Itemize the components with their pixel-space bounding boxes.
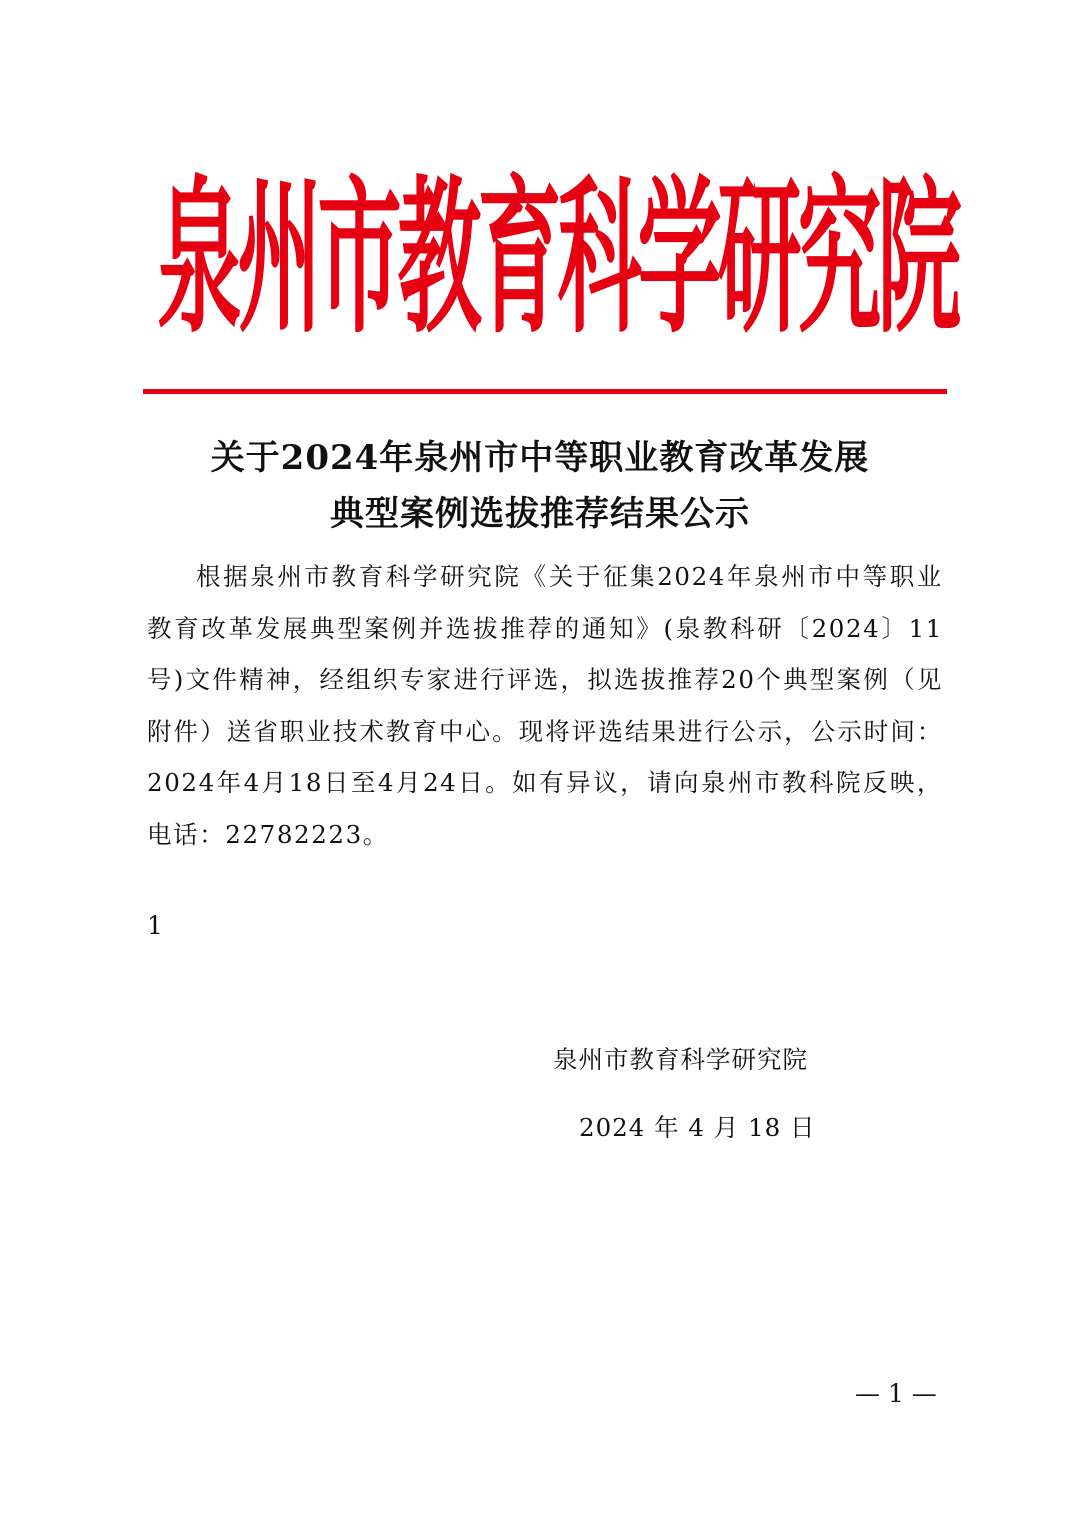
masthead-char: 学	[637, 159, 722, 357]
masthead-char: 究	[797, 159, 882, 357]
masthead-title	[140, 159, 962, 357]
masthead-char: 州	[237, 159, 322, 357]
document-title	[140, 430, 940, 542]
signature-organization: 泉州市教育科学研究院	[553, 1045, 808, 1074]
red-divider-rule	[143, 389, 947, 394]
masthead-char: 市	[317, 159, 402, 357]
masthead-char: 研	[717, 159, 802, 357]
document-title-line-1: 关于2024年泉州市中等职业教育改革发展	[210, 438, 870, 478]
attachment-number: 1	[147, 911, 163, 940]
masthead-char: 院	[877, 159, 962, 357]
body-paragraph: 根据泉州市教育科学研究院《关于征集2024年泉州市中等职业教育改革发展典型案例并选拔推荐的通知》(泉教科研〔2024〕11号)文件精神，经组织专家进行评选，拟选拔推荐20个典型案例（见附件）送省职业技术教育中心。现将评选结果进行公示，公示时间：2024年4月18日至4月24日。如有异议，请向泉州市教科院反映，电话：22782223。	[147, 562, 943, 849]
masthead-char: 泉	[157, 159, 242, 357]
masthead-char: 科	[557, 159, 642, 357]
masthead-char: 育	[477, 159, 562, 357]
signature-date: 2024 年 4 月 18 日	[579, 1113, 816, 1142]
page-number: — 1 —	[855, 1379, 937, 1408]
document-title-line-2: 典型案例选拔推荐结果公示	[330, 494, 750, 534]
masthead-char: 教	[397, 159, 482, 357]
